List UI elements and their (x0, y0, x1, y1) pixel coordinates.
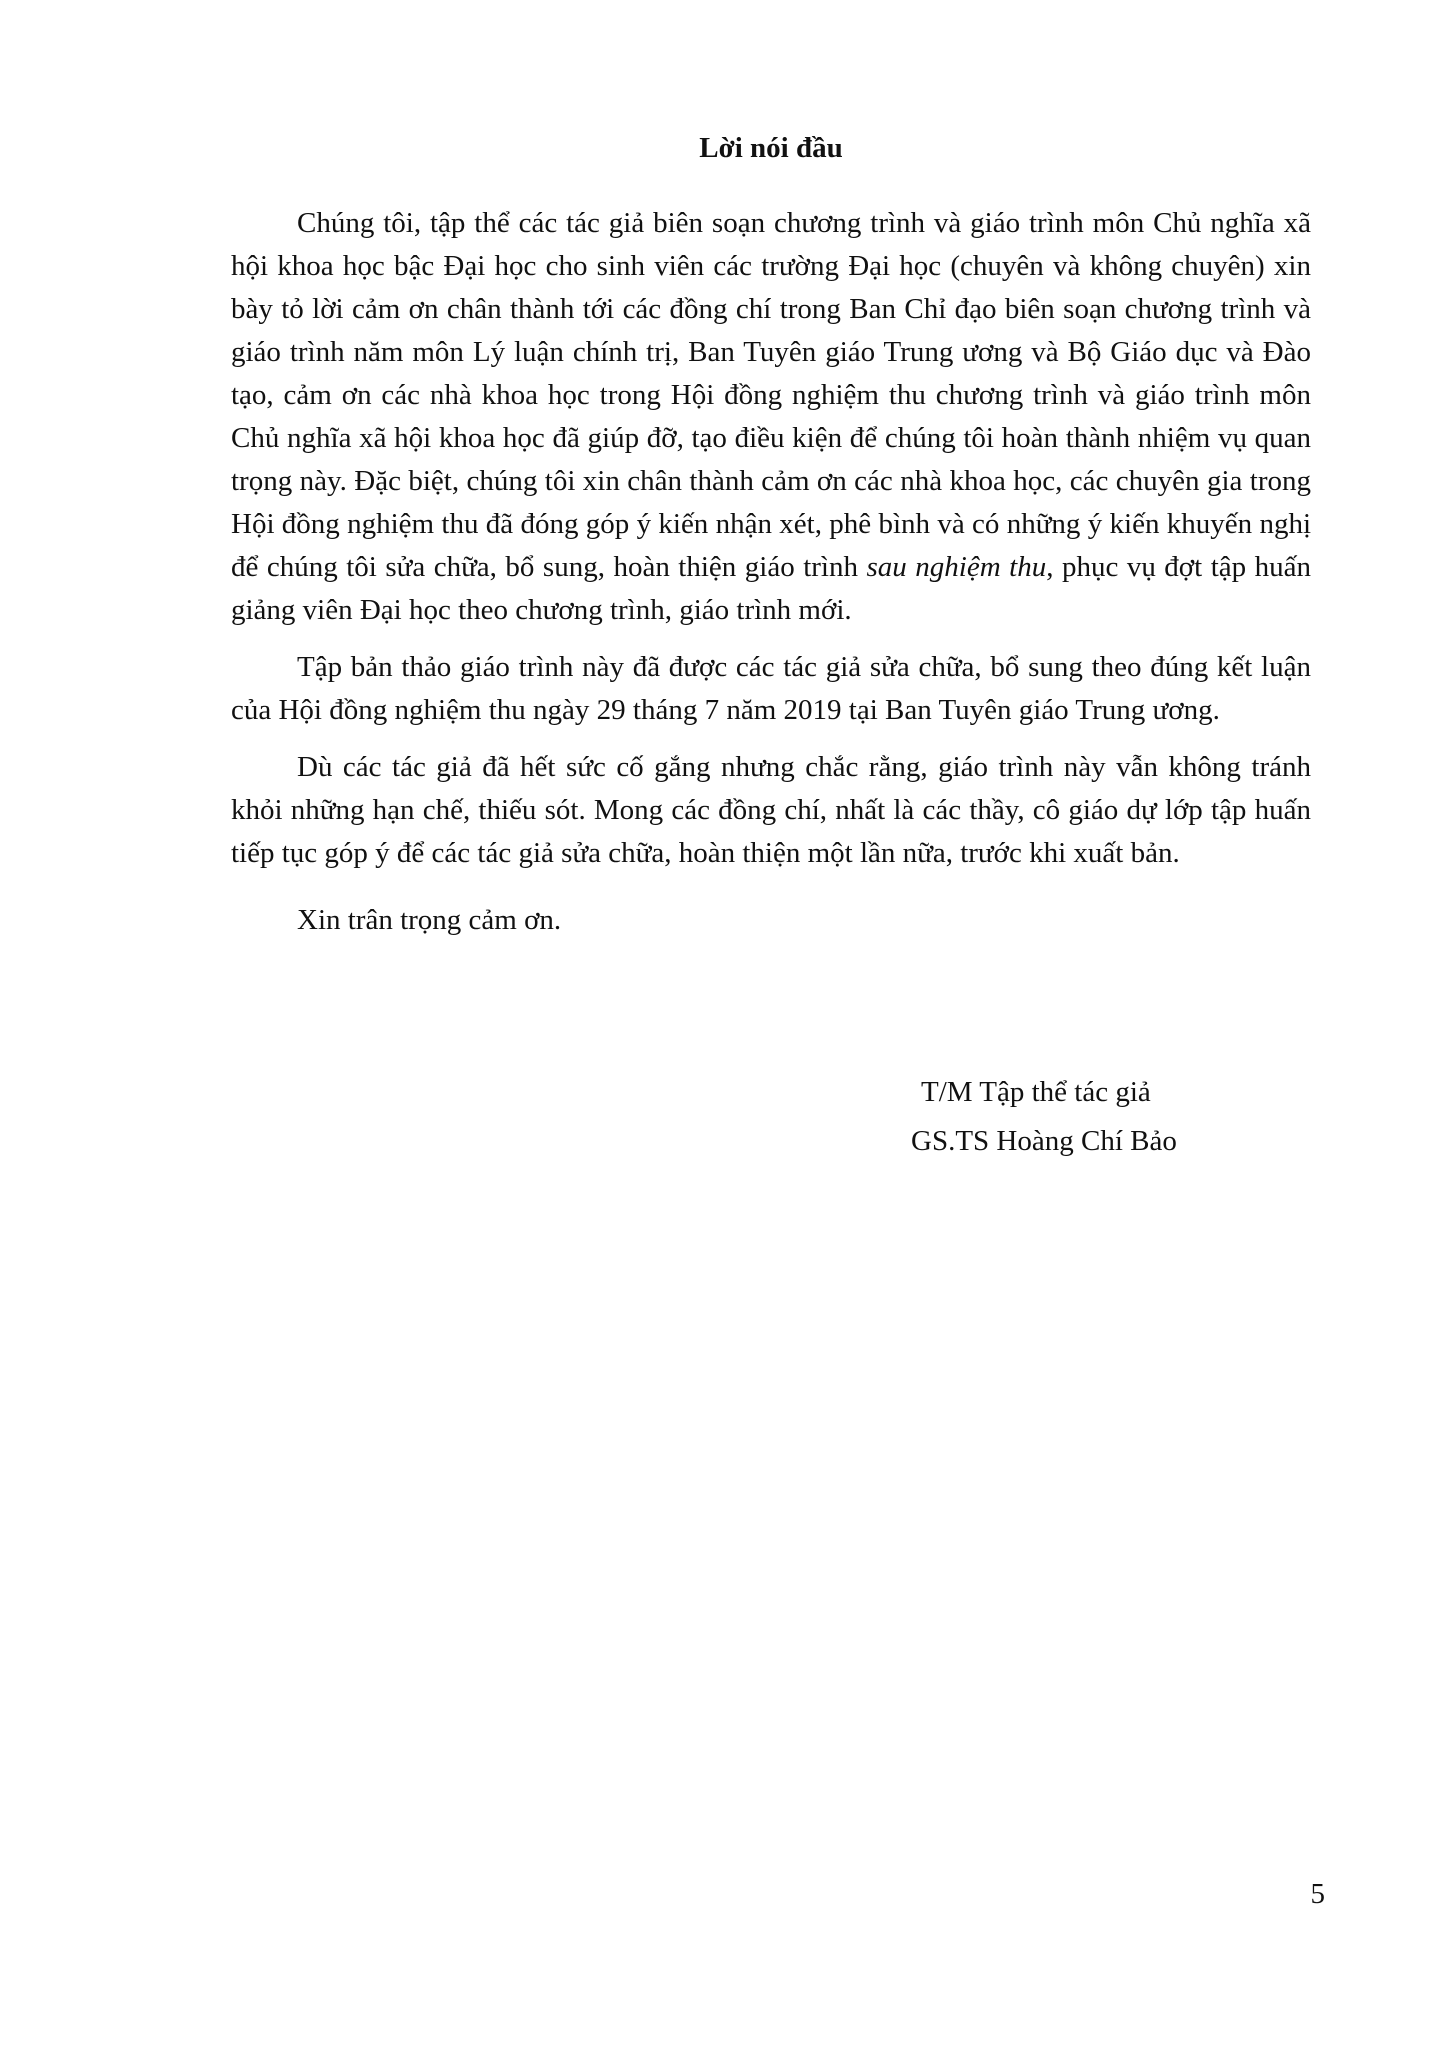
page-number: 5 (1310, 1878, 1325, 1910)
document-body (231, 128, 1311, 942)
italic-phrase: sau nghiệm thu (866, 551, 1047, 583)
paragraph-text: Chúng tôi, tập thể các tác giả biên soạn chương trình và giáo trình môn Chủ nghĩa xã hội khoa học bậc Đại học cho sinh viên các trường Đại học (chuyên và không chuyên) xin bày tỏ lời cảm ơn chân thành tới các đồng chí trong Ban Chỉ đạo biên soạn chương trình và giáo trình năm môn Lý luận chính trị, Ban Tuyên giáo Trung ương và Bộ Giáo dục và Đào tạo, cảm ơn các nhà khoa học trong Hội đồng nghiệm thu chương trình và giáo trình môn Chủ nghĩa xã hội khoa học đã giúp đỡ, tạo điều kiện để chúng tôi hoàn thành nhiệm vụ quan trọng này. Đặc biệt, chúng tôi xin chân thành cảm ơn các nhà khoa học, các chuyên gia trong Hội đồng nghiệm thu đã đóng góp ý kiến nhận xét, phê bình và có những ý kiến khuyến nghị để chúng tôi sửa chữa, bổ sung, hoàn thiện giáo trình (231, 207, 1311, 583)
paragraph-text: , phục vụ đợt tập huấn giảng viên Đại học theo chương trình, giáo trình mới. (231, 551, 1311, 626)
paragraph-revision: Tập bản thảo giáo trình này đã được các tác giả sửa chữa, bổ sung theo đúng kết luận của Hội đồng nghiệm thu ngày 29 tháng 7 năm 2019 tại Ban Tuyên giáo Trung ương. (231, 651, 1311, 726)
paragraph-request-feedback: Dù các tác giả đã hết sức cố gắng nhưng chắc rằng, giáo trình này vẫn không tránh khỏi những hạn chế, thiếu sót. Mong các đồng chí, nhất là các thầy, cô giáo dự lớp tập huấn tiếp tục góp ý để các tác giả sửa chữa, hoàn thiện một lần nữa, trước khi xuất bản. (231, 751, 1311, 869)
signature-block (911, 1070, 1177, 1164)
closing-line: Xin trân trọng cảm ơn. (297, 904, 562, 936)
page-title: Lời nói đầu (699, 132, 843, 164)
signature-role: T/M Tập thể tác giả (921, 1076, 1151, 1108)
paragraph-acknowledgement (231, 202, 1311, 632)
signature-name: GS.TS Hoàng Chí Bảo (911, 1125, 1177, 1157)
